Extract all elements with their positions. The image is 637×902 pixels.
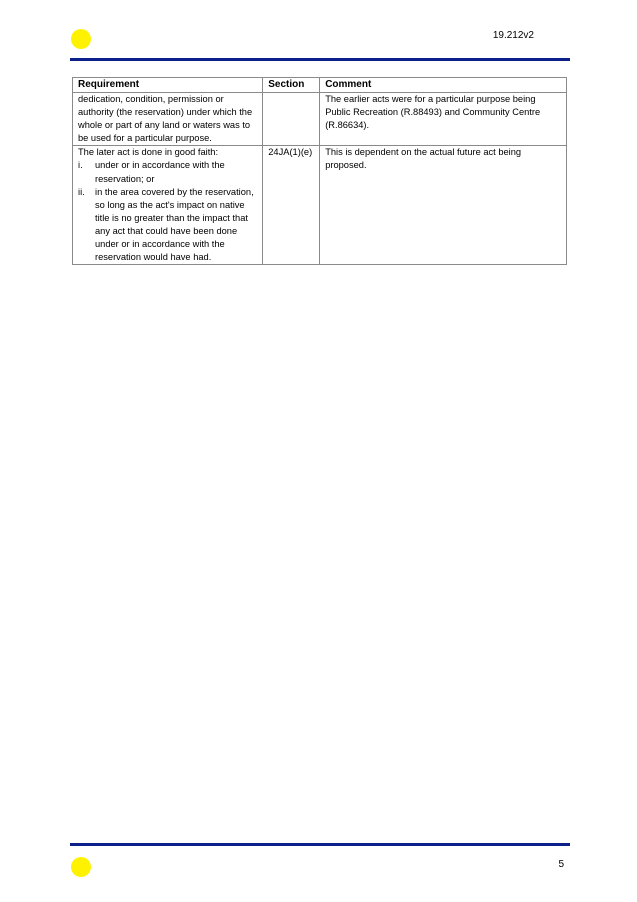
- header-requirement: Requirement: [73, 78, 263, 93]
- row-2-requirement: [73, 146, 263, 265]
- list-item-text: in the area covered by the reservation, so long as the act's impact on native title is no greater than the impact that any act that could have been done under or in accordance with the reservation would have had.: [95, 186, 254, 263]
- requirements-table: [72, 77, 567, 265]
- page-number: 5: [558, 859, 564, 870]
- header-comment: Comment: [320, 78, 567, 93]
- list-item: [78, 186, 257, 265]
- bottom-yellow-dot: [71, 857, 91, 877]
- row-2-section: 24JA(1)(e): [263, 146, 320, 265]
- list-item-text: under or in accordance with the reservation; or: [95, 160, 225, 184]
- row-1-requirement: dedication, condition, permission or authority (the reservation) under which the whole or part of any land or waters was to be used for a particular purpose.: [73, 93, 263, 146]
- row-2-requirement-intro: The later act is done in good faith:: [78, 147, 219, 158]
- header-rule: [70, 58, 570, 61]
- row-1-section: [263, 93, 320, 146]
- header-section: Section: [263, 78, 320, 93]
- row-1-comment: The earlier acts were for a particular purpose being Public Recreation (R.88493) and Community Centre (R.86634).: [320, 93, 567, 146]
- top-yellow-dot: [71, 29, 91, 49]
- requirement-sublist: [78, 159, 257, 264]
- table-row: [73, 146, 567, 265]
- table-row: [73, 93, 567, 146]
- table-header-row: [73, 78, 567, 93]
- list-item-number: i.: [78, 160, 83, 171]
- footer-rule: [70, 843, 570, 846]
- list-item-number: ii.: [78, 186, 85, 197]
- list-item: [78, 159, 257, 185]
- document-reference: 19.212v2: [492, 30, 534, 41]
- row-2-comment: This is dependent on the actual future act being proposed.: [320, 146, 567, 265]
